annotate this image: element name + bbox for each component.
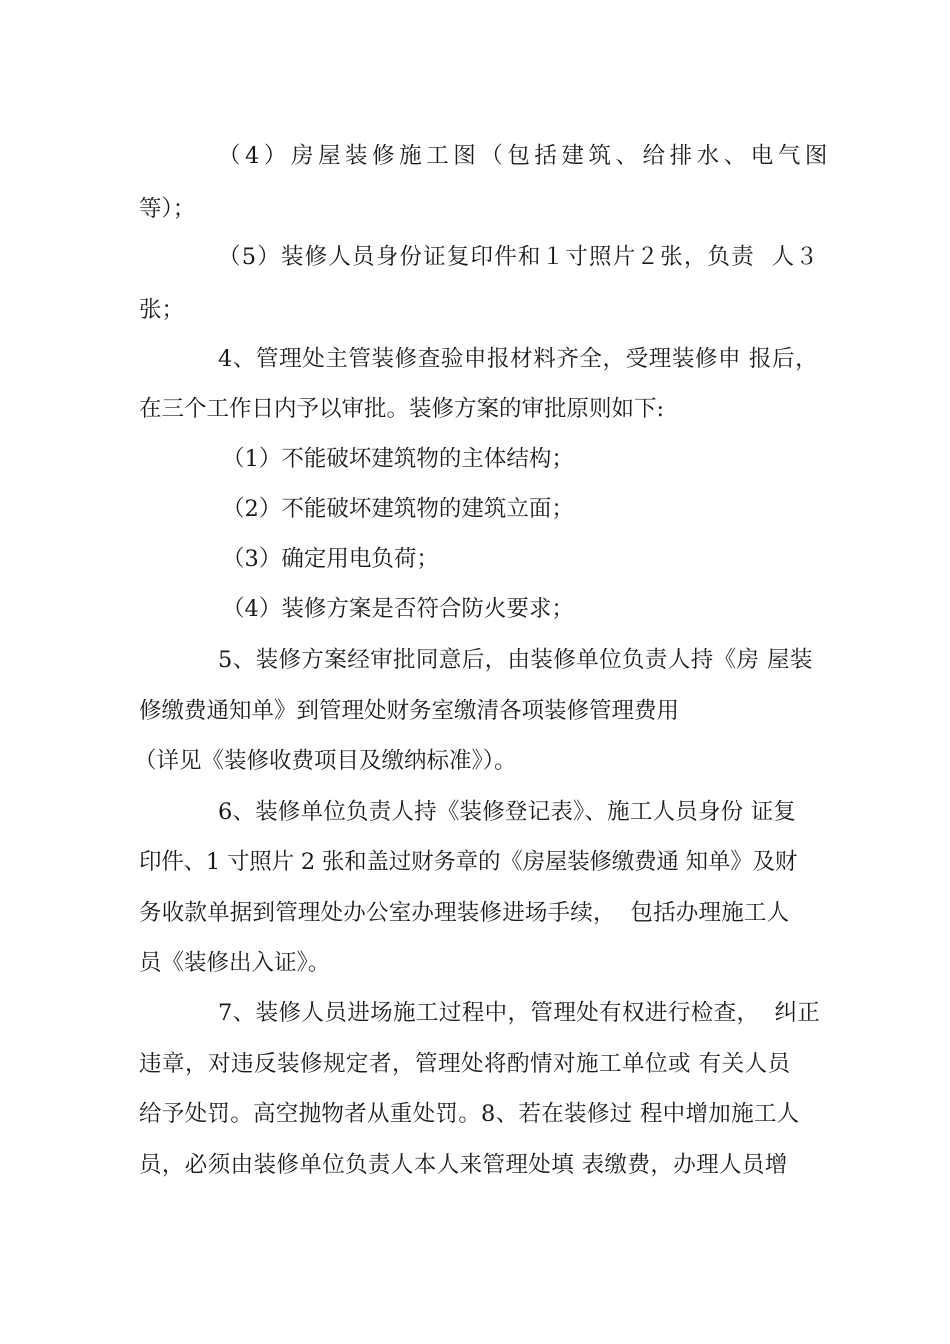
paragraph-line: （4）房屋装修施工图（包括建筑、给排水、电气图	[218, 143, 832, 169]
paragraph-line: （5）装修人员身份证复印件和１寸照片２张，负责 人３	[218, 244, 820, 270]
paragraph-line: 在三个工作日内予以审批。装修方案的审批原则如下:	[139, 396, 665, 422]
list-item: （4）装修方案是否符合防火要求；	[222, 596, 574, 622]
paragraph-line: 7、装修人员进场施工过程中，管理处有权进行检查， 纠正	[218, 1000, 821, 1026]
paragraph-line: 等）；	[139, 196, 196, 222]
paragraph-line: 印件、1 寸照片 2 张和盖过财务章的《房屋装修缴费通 知单》及财	[139, 849, 798, 875]
paragraph-line: 违章，对违反装修规定者，管理处将酌情对施工单位或 有关人员	[139, 1051, 791, 1077]
paragraph-line: 员，必须由装修单位负责人本人来管理处填 表缴费，办理人员增	[139, 1152, 788, 1178]
paragraph-line: （详见《装修收费项目及缴纳标准》）。	[134, 748, 517, 774]
list-item: （2）不能破坏建筑物的建筑立面；	[222, 496, 574, 522]
paragraph-line: 张；	[139, 297, 185, 323]
list-item: （3）确定用电负荷；	[222, 546, 439, 572]
paragraph-line: 6、装修单位负责人持《装修登记表》、施工人员身份 证复	[218, 799, 797, 825]
paragraph-line: 员《装修出入证》。	[139, 950, 331, 976]
paragraph-line: 4、管理处主管装修查验申报材料齐全，受理装修申 报后，	[218, 346, 819, 372]
list-item: （1）不能破坏建筑物的主体结构；	[222, 446, 574, 472]
paragraph-line: 5、装修方案经审批同意后，由装修单位负责人持《房 屋装	[218, 647, 813, 673]
paragraph-line: 修缴费通知单》到管理处财务室缴清各项装修管理费用	[139, 698, 680, 724]
paragraph-line: 务收款单据到管理处办公室办理装修进场手续， 包括办理施工人	[139, 900, 790, 926]
paragraph-line: 给予处罚。高空抛物者从重处罚。8、若在装修过 程中增加施工人	[139, 1101, 800, 1127]
